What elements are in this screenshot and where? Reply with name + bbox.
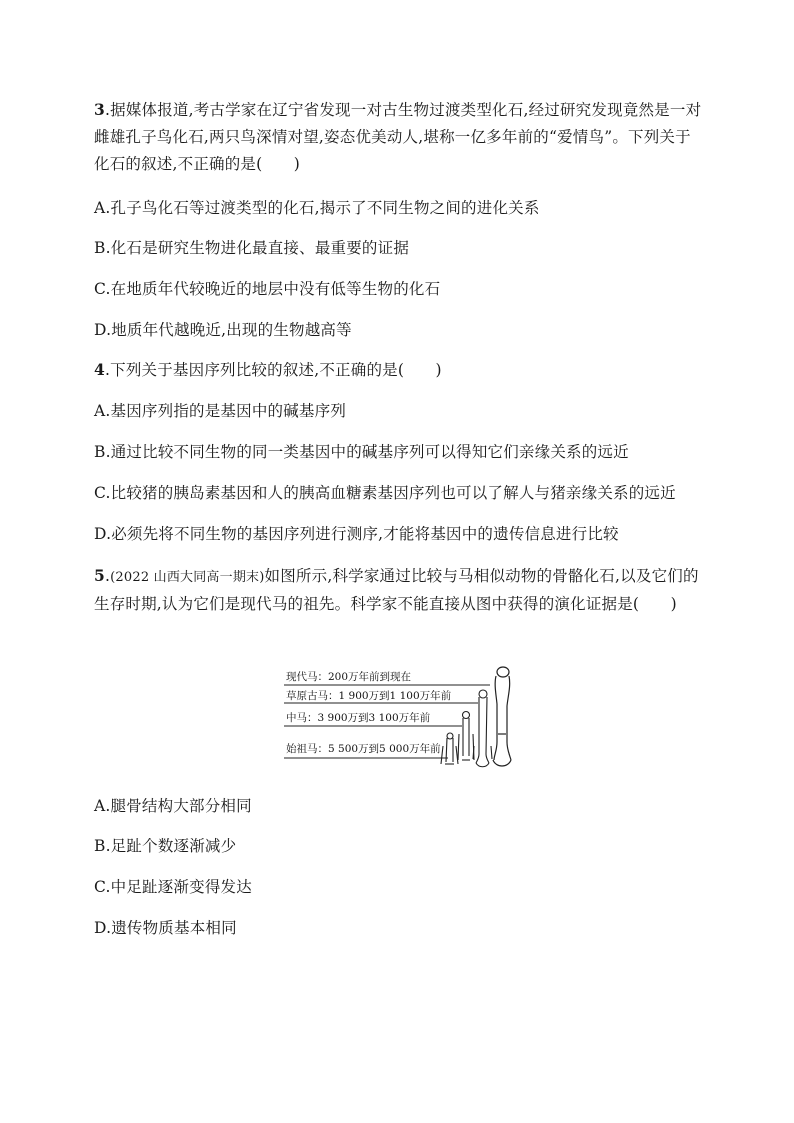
question-5-option-d[interactable]: D.遗传物质基本相同 <box>94 919 237 937</box>
figure-label-modern-horse: 现代马：200万年前到现在 <box>286 671 412 683</box>
figure-label-middle-horse: 中马：3 900万到3 100万年前 <box>286 712 431 724</box>
modern-horse-leg-bone <box>493 667 511 766</box>
question-5-option-a[interactable]: A.腿骨结构大部分相同 <box>94 797 252 815</box>
question-5-source: (2022 山西大同高一期末) <box>110 570 265 585</box>
question-3-option-a[interactable]: A.孔子鸟化石等过渡类型的化石,揭示了不同生物之间的进化关系 <box>94 199 540 217</box>
question-3-number: 3 <box>94 100 105 119</box>
question-5-option-c[interactable]: C.中足趾逐渐变得发达 <box>94 878 252 896</box>
question-4-option-b[interactable]: B.通过比较不同生物的同一类基因中的碱基序列可以得知它们亲缘关系的远近 <box>94 443 629 461</box>
question-3-option-d[interactable]: D.地质年代越晚近,出现的生物越高等 <box>94 321 352 339</box>
horse-evolution-figure <box>282 664 518 770</box>
question-3-stem <box>94 96 704 178</box>
question-5-text: 如图所示,科学家通过比较与马相似动物的骨骼化石,以及它们的生存时期,认为它们是现代马的祖先。科学家不能直接从图中获得的演化证据是( ) <box>94 567 699 613</box>
figure-label-dawn-horse: 始祖马：5 500万到5 000万年前 <box>286 743 441 755</box>
question-5-number: 5 <box>94 566 105 585</box>
grassland-horse-leg-bone <box>473 690 492 767</box>
question-5-option-b[interactable]: B.足趾个数逐渐减少 <box>94 837 237 855</box>
question-4-option-c[interactable]: C.比较猪的胰岛素基因和人的胰高血糖素基因序列也可以了解人与猪亲缘关系的远近 <box>94 484 676 502</box>
question-4-option-a[interactable]: A.基因序列指的是基因中的碱基序列 <box>94 402 347 420</box>
question-4-option-d[interactable]: D.必须先将不同生物的基因序列进行测序,才能将基因中的遗传信息进行比较 <box>94 525 619 543</box>
middle-horse-leg-bone <box>458 712 474 761</box>
dawn-horse-leg-bone <box>441 733 458 764</box>
question-3-option-c[interactable]: C.在地质年代较晚近的地层中没有低等生物的化石 <box>94 280 441 298</box>
question-5-stem <box>94 562 704 618</box>
question-4-stem <box>94 356 704 384</box>
question-3-text: .据媒体报道,考古学家在辽宁省发现一对古生物过渡类型化石,经过研究发现竟然是一对雌雄孔子鸟化石,两只鸟深情对望,姿态优美动人,堪称一亿多年前的“爱情鸟”。下列关于化石的叙述,不正确的是( ) <box>94 101 702 173</box>
question-3-option-b[interactable]: B.化石是研究生物进化最直接、最重要的证据 <box>94 239 410 257</box>
question-4-number: 4 <box>94 360 105 379</box>
question-4-text: .下列关于基因序列比较的叙述,不正确的是( ) <box>105 361 442 379</box>
question-5-prefix: . <box>105 567 111 585</box>
figure-label-grassland-horse: 草原古马：1 900万到1 100万年前 <box>286 690 452 702</box>
